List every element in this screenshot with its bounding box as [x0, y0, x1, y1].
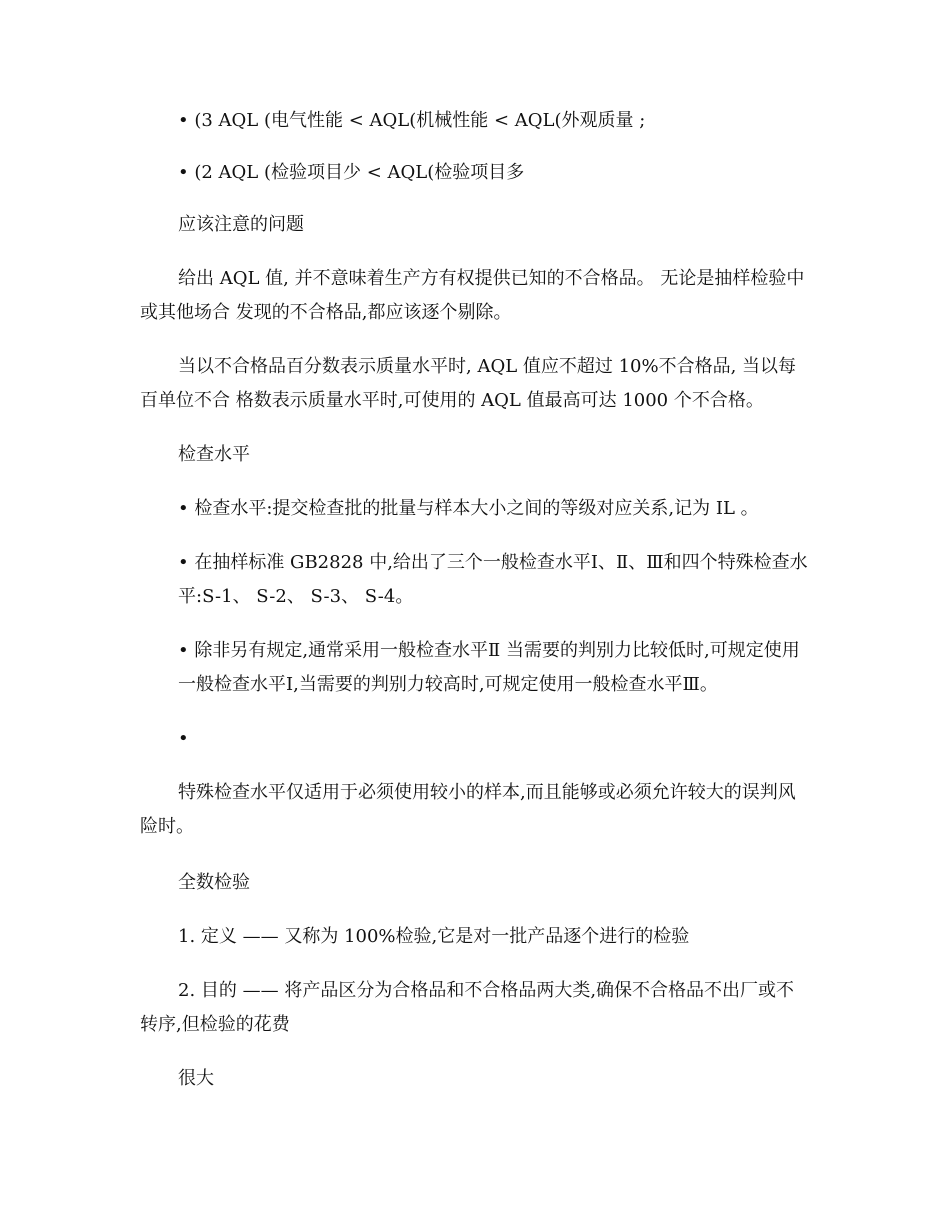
paragraph-gb2828-levels: • 在抽样标准 GB2828 中,给出了三个一般检查水平Ⅰ、Ⅱ、Ⅲ和四个特殊检查水平:S-1、 S-2、 S-3、 S-4。 — [178, 552, 808, 607]
paragraph-empty-bullet: • — [178, 728, 189, 749]
paragraph-inspection-level-def: • 检查水平:提交检查批的批量与样本大小之间的等级对应关系,记为 IL 。 — [178, 498, 759, 519]
paragraph-special-levels: 特殊检查水平仅适用于必须使用较小的样本,而且能够或必须允许较大的误判风险时。 — [140, 782, 796, 837]
heading-full-inspection: 全数检验 — [178, 872, 250, 893]
paragraph-aql-value: 给出 AQL 值, 并不意味着生产方有权提供已知的不合格品。 无论是抽样检验中或其他场合 发现的不合格品,都应该逐个剔除。 — [140, 268, 805, 323]
paragraph-definition: 1. 定义 —— 又称为 100%检验,它是对一批产品逐个进行的检验 — [178, 926, 690, 947]
paragraph-aql-performance: • (3 AQL (电气性能 < AQL(机械性能 < AQL(外观质量 ; — [178, 110, 646, 131]
paragraph-level-usage: • 除非另有规定,通常采用一般检查水平Ⅱ 当需要的判别力比较低时,可规定使用 一般检查水平Ⅰ,当需要的判别力较高时,可规定使用一般检查水平Ⅲ。 — [178, 640, 800, 695]
paragraph-quality-level: 当以不合格品百分数表示质量水平时, AQL 值应不超过 10%不合格品, 当以每百单位不合 格数表示质量水平时,可使用的 AQL 值最高可达 1000 个不合格。 — [140, 356, 797, 411]
heading-notes: 应该注意的问题 — [178, 214, 304, 235]
paragraph-purpose: 2. 目的 —— 将产品区分为合格品和不合格品两大类,确保不合格品不出厂或不转序,但检验的花费 — [140, 980, 795, 1035]
heading-inspection-level: 检查水平 — [178, 444, 250, 465]
paragraph-aql-items: • (2 AQL (检验项目少 < AQL(检验项目多 — [178, 162, 525, 183]
paragraph-cost: 很大 — [178, 1068, 214, 1089]
